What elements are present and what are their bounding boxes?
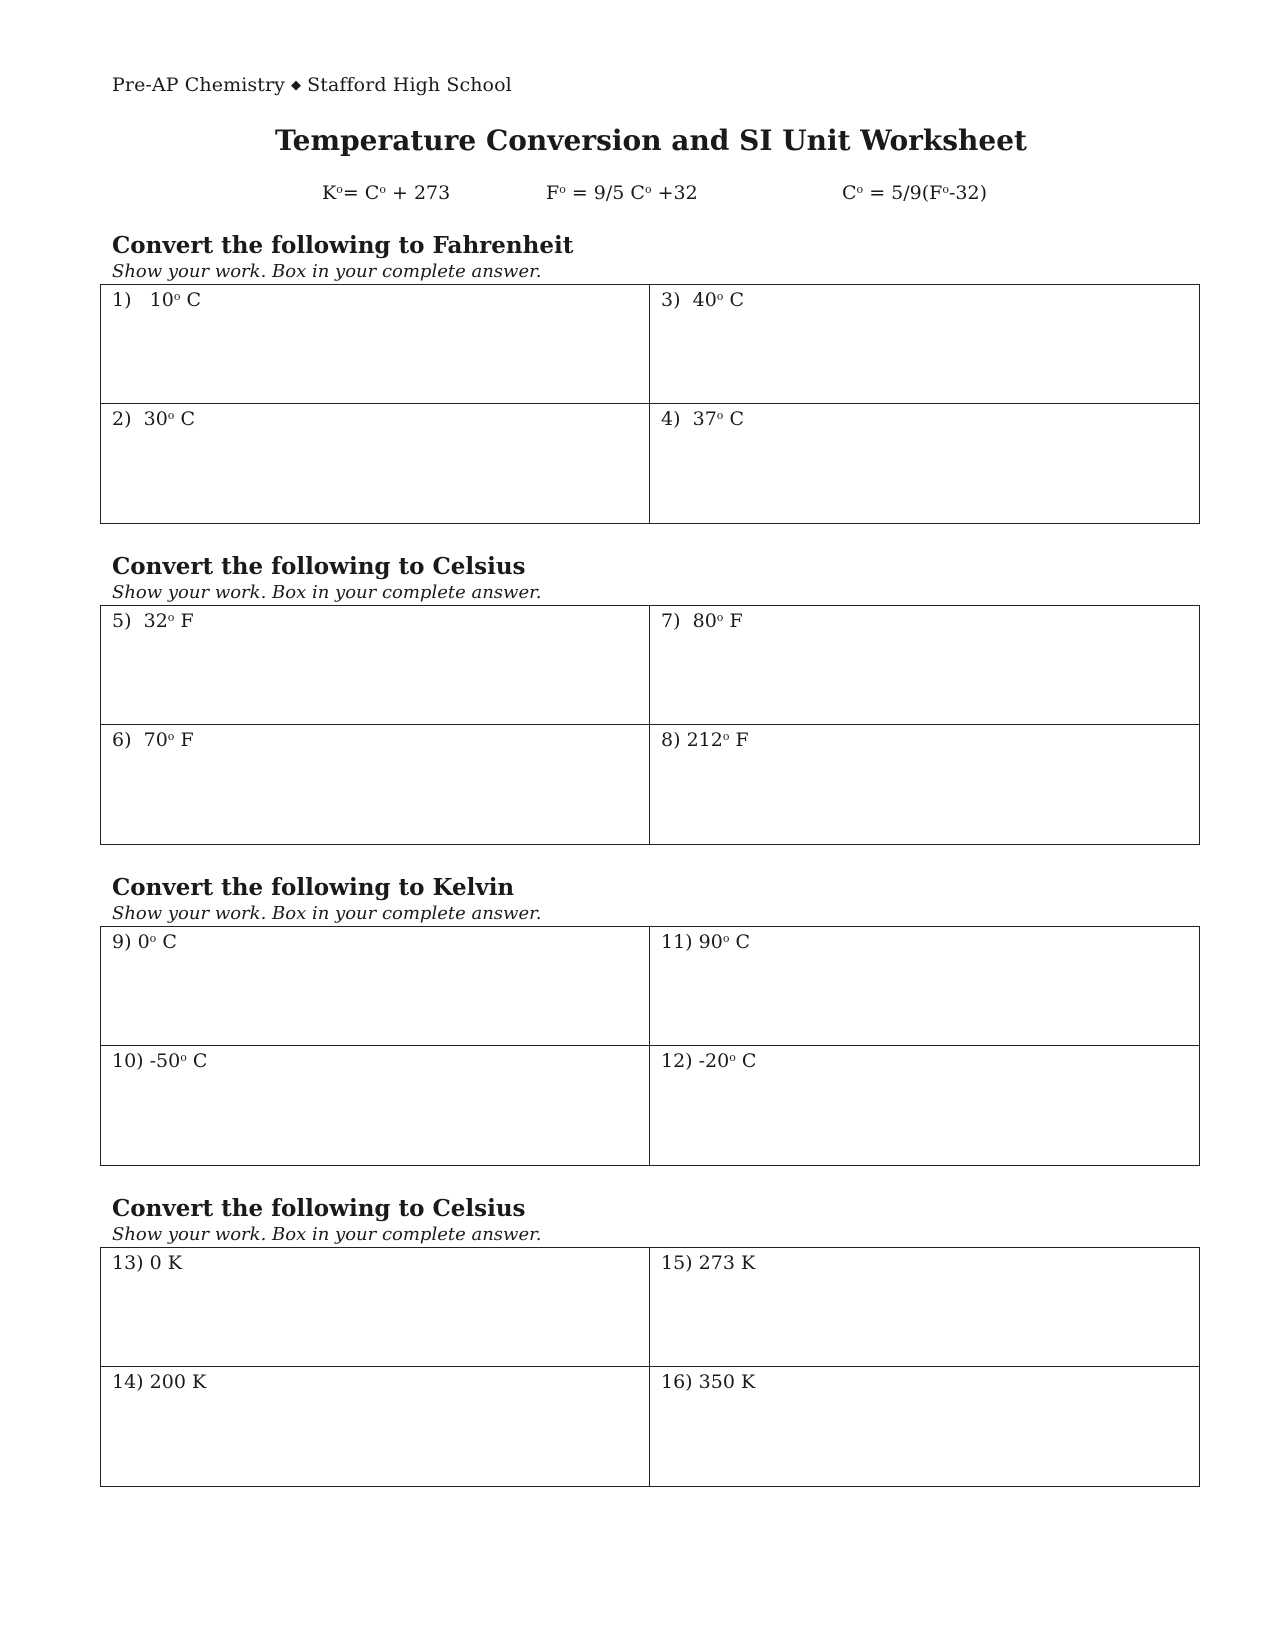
problem-cell: 11) 90$^o$ C: [650, 927, 1199, 1046]
formula-kelvin: $K^o= C^o + 273$: [322, 182, 451, 204]
problem-cell: 4) 37$^o$ C: [661, 408, 744, 430]
problem-cell: 12) -20$^o$ C: [661, 1050, 757, 1072]
section-title-fahrenheit: Convert the following to Fahrenheit: [112, 232, 574, 259]
problem-cell: 2) 30$^o$ C: [101, 404, 650, 523]
section-title-kelvin: Convert the following to Kelvin: [112, 874, 515, 901]
answer-grid-kelvin: [100, 926, 1200, 1166]
answer-grid-celsius: [100, 605, 1200, 845]
school-name: Stafford High School: [307, 74, 512, 96]
page-header: [112, 74, 512, 96]
problem-cell: 14) 200 K: [101, 1367, 650, 1486]
section-instructions: Show your work. Box in your complete answer.: [112, 582, 542, 603]
problem-cell: 8) 212$^o$ F: [661, 729, 749, 751]
formula-celsius: $C^o = 5/9(F^o-32)$: [842, 182, 987, 204]
problem-cell: 16) 350 K: [661, 1371, 756, 1393]
problem-cell: 7) 80$^o$ F: [650, 606, 1199, 725]
answer-grid-fahrenheit: [100, 284, 1200, 524]
section-title-celsius: Convert the following to Celsius: [112, 553, 526, 580]
course-name: Pre-AP Chemistry: [112, 74, 285, 96]
problem-cell: 6) 70$^o$ F: [101, 725, 650, 844]
problem-cell: 3) 40$^o$ C: [650, 285, 1199, 404]
problem-cell: 9) 0$^o$ C: [101, 927, 650, 1046]
problem-cell: 13) 0 K: [101, 1248, 650, 1367]
section-instructions: Show your work. Box in your complete answer.: [112, 1224, 542, 1245]
problem-cell: 10) -50$^o$ C: [101, 1046, 650, 1165]
diamond-separator-icon: ◆: [291, 78, 302, 93]
section-instructions: Show your work. Box in your complete answer.: [112, 903, 542, 924]
page-title: Temperature Conversion and SI Unit Worksheet: [275, 124, 1027, 157]
problem-cell: 15) 273 K: [650, 1248, 1199, 1367]
section-instructions: Show your work. Box in your complete answer.: [112, 261, 542, 282]
answer-grid-celsius-from-kelvin: [100, 1247, 1200, 1487]
formula-fahrenheit: $F^o = 9/5$ $C^o +32$: [546, 182, 698, 204]
problem-cell: 1) 10$^o$ C: [101, 285, 650, 404]
section-title-celsius-from-kelvin: Convert the following to Celsius: [112, 1195, 526, 1222]
problem-cell: 5) 32$^o$ F: [101, 606, 650, 725]
